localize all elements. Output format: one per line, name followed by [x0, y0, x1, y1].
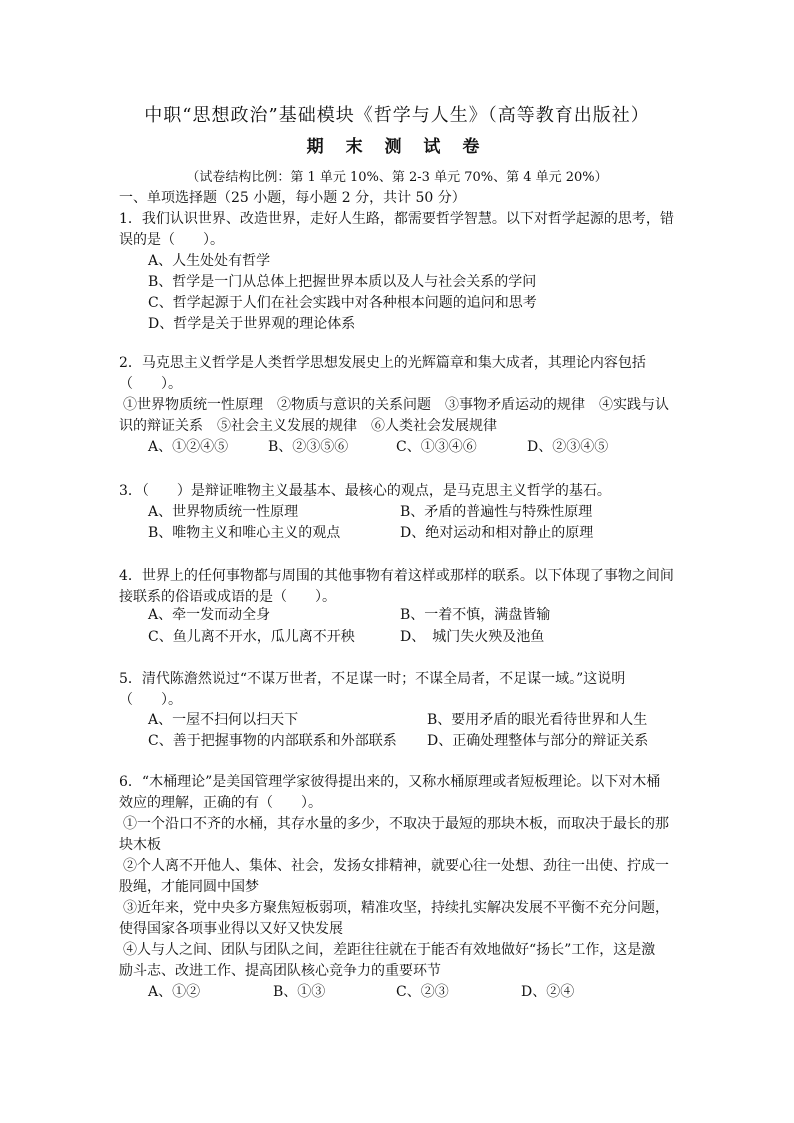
q4-option-b: B、一着不慎，满盘皆输: [400, 607, 551, 623]
q3-stem: 3．（ ）是辩证唯物主义最基本、最核心的观点，是马克思主义哲学的基石。: [119, 483, 611, 499]
q6-statement-3-line1: ③近年来，党中央多方聚焦短板弱项，精准攻坚，持续扎实解决发展不平衡不充分问题，: [123, 900, 669, 916]
q2-items-line2: 识的辩证关系 ⑤社会主义发展的规律 ⑥人类社会发展规律: [119, 418, 497, 434]
q3-option-c: B、唯物主义和唯心主义的观点: [148, 525, 341, 541]
q1-option-b: B、哲学是一门从总体上把握世界本质以及人与社会关系的学问: [148, 274, 537, 290]
q6-option-d: D、②④: [521, 984, 575, 1000]
q3-option-b: B、矛盾的普遍性与特殊性原理: [400, 504, 593, 520]
q5-option-b: B、要用矛盾的眼光看待世界和人生: [427, 712, 648, 728]
q5-stem-line2: （ ）。: [119, 692, 182, 708]
q1-option-d: D、哲学是关于世界观的理论体系: [148, 316, 356, 332]
q6-option-b: B、①③: [273, 984, 326, 1000]
q5-option-a: A、一屋不扫何以扫天下: [148, 712, 299, 728]
q5-option-c: C、善于把握事物的内部联系和外部联系: [148, 733, 397, 749]
q4-stem-line2: 接联系的俗语或成语的是（ ）。: [119, 589, 336, 605]
structure-ratio: （试卷结构比例：第 1 单元 10%、第 2-3 单元 70%、第 4 单元 20%）: [186, 170, 608, 185]
q5-option-d: D、正确处理整体与部分的辩证关系: [427, 733, 649, 749]
q1-option-c: C、哲学起源于人们在社会实践中对各种根本问题的追问和思考: [148, 295, 537, 311]
q6-statement-1-line2: 块木板: [119, 837, 161, 853]
exam-title: 中职“思想政治”基础模块《哲学与人生》（高等教育出版社）: [144, 105, 650, 126]
q6-stem-line1: 6．“木桶理论”是美国管理学家彼得提出来的，又称水桶原理或者短板理论。以下对木桶: [119, 774, 661, 790]
q5-stem-line1: 5．清代陈澹然说过“不谋万世者，不足谋一时；不谋全局者，不足谋一域。”这说明: [119, 671, 626, 687]
section-heading: 一、单项选择题（25 小题，每小题 2 分，共计 50 分）: [119, 190, 466, 206]
q2-stem-line1: 2．马克思主义哲学是人类哲学思想发展史上的光辉篇章和集大成者，其理论内容包括: [119, 355, 646, 371]
q4-stem-line1: 4．世界上的任何事物都与周围的其他事物有着这样或那样的联系。以下体现了事物之间间: [119, 568, 674, 584]
q6-statement-2-line1: ②个人离不开他人、集体、社会，发扬女排精神，就要心往一处想、劲往一出使、拧成一: [123, 858, 669, 874]
exam-subtitle: 期 末 测 试 卷: [306, 137, 488, 157]
q4-option-c: C、鱼儿离不开水，瓜儿离不开秧: [148, 629, 355, 645]
q2-stem-line2: （ ）。: [119, 376, 182, 392]
q3-option-a: A、世界物质统一性原理: [148, 504, 299, 520]
q2-items-line1: ①世界物质统一性原理 ②物质与意识的关系问题 ③事物矛盾运动的规律 ④实践与认: [123, 397, 669, 413]
q3-option-d: D、绝对运动和相对静止的原理: [400, 525, 594, 541]
q4-option-a: A、牵一发而动全身: [148, 607, 271, 623]
q6-stem-line2: 效应的理解，正确的有（ ）。: [119, 795, 322, 811]
q6-statement-4-line1: ④人与人之间、团队与团队之间，差距往往就在于能否有效地做好“扬长”工作，这是激: [123, 942, 656, 958]
q6-option-c: C、②③: [396, 984, 449, 1000]
q1-stem-line2: 误的是（ ）。: [119, 232, 224, 248]
q6-statement-1-line1: ①一个沿口不齐的水桶，其存水量的多少，不取决于最短的那块木板，而取决于最长的那: [123, 816, 669, 832]
q1-stem-line1: 1．我们认识世界、改造世界，走好人生路，都需要哲学智慧。以下对哲学起源的思考，错: [119, 211, 674, 227]
q1-option-a: A、人生处处有哲学: [148, 253, 271, 269]
q2-option-d: D、②③④⑤: [527, 439, 609, 455]
q6-option-a: A、①②: [148, 984, 201, 1000]
q2-option-c: C、①③④⑥: [396, 439, 477, 455]
q2-option-b: B、②③⑤⑥: [268, 439, 349, 455]
q6-statement-2-line2: 股绳，才能同圆中国梦: [119, 879, 259, 895]
q6-statement-3-line2: 使得国家各项事业得以又好又快发展: [119, 921, 343, 937]
q6-statement-4-line2: 励斗志、改进工作、提高团队核心竞争力的重要环节: [119, 963, 441, 979]
q4-option-d: D、 城门失火殃及池鱼: [400, 629, 545, 645]
q2-option-a: A、①②④⑤: [148, 439, 229, 455]
